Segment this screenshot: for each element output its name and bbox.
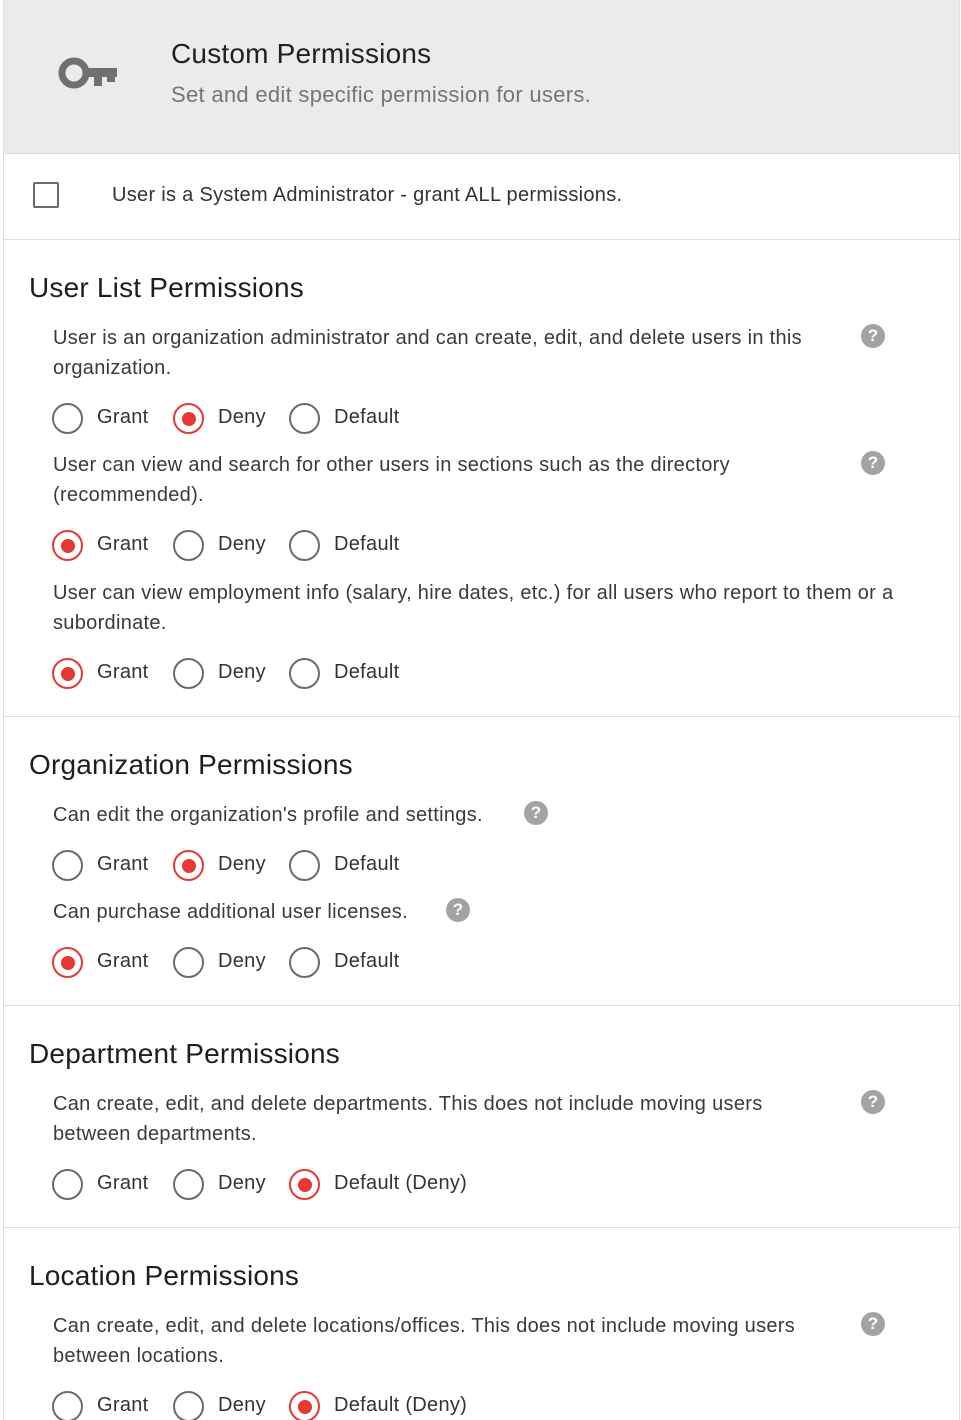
radio-button[interactable] bbox=[52, 947, 83, 978]
radio-button[interactable] bbox=[173, 530, 204, 561]
radio-label: Deny bbox=[218, 1394, 266, 1416]
radio-button[interactable] bbox=[52, 850, 83, 881]
section-user-list-permissions bbox=[4, 240, 959, 717]
radio-label: Default bbox=[334, 950, 400, 972]
radio-button[interactable] bbox=[289, 947, 320, 978]
radio-button[interactable] bbox=[289, 403, 320, 434]
radio-label: Grant bbox=[97, 853, 149, 875]
help-icon[interactable]: ? bbox=[446, 898, 470, 922]
radio-label: Default bbox=[334, 533, 400, 555]
help-icon[interactable]: ? bbox=[861, 324, 885, 348]
radio-label: Deny bbox=[218, 533, 266, 555]
permission-description: Can edit the organization's profile and settings. bbox=[53, 804, 483, 826]
radio-button[interactable] bbox=[52, 1169, 83, 1200]
radio-button[interactable] bbox=[52, 403, 83, 434]
radio-label: Default (Deny) bbox=[334, 1394, 468, 1416]
radio-label: Default bbox=[334, 661, 400, 683]
radio-button[interactable] bbox=[289, 1391, 320, 1420]
permission-description: User can view employment info (salary, hire dates, etc.) for all users who report to them or a subordinate. bbox=[53, 582, 894, 634]
radio-label: Grant bbox=[97, 533, 149, 555]
radio-button[interactable] bbox=[173, 1391, 204, 1420]
permission-description: Can create, edit, and delete departments. This does not include moving users between departments. bbox=[53, 1093, 763, 1145]
section-title: Department Permissions bbox=[29, 1038, 340, 1069]
help-icon[interactable]: ? bbox=[861, 1090, 885, 1114]
radio-button[interactable] bbox=[289, 850, 320, 881]
radio-label: Deny bbox=[218, 661, 266, 683]
radio-label: Default bbox=[334, 853, 400, 875]
permission-description: Can create, edit, and delete locations/offices. This does not include moving users between locations. bbox=[53, 1315, 796, 1367]
panel-header bbox=[4, 0, 959, 154]
radio-label: Grant bbox=[97, 661, 149, 683]
section-title: Location Permissions bbox=[29, 1260, 300, 1291]
radio-button[interactable] bbox=[173, 1169, 204, 1200]
radio-button[interactable] bbox=[52, 658, 83, 689]
radio-label: Default (Deny) bbox=[334, 1172, 468, 1194]
radio-button[interactable] bbox=[289, 1169, 320, 1200]
system-admin-row bbox=[4, 154, 959, 240]
radio-button[interactable] bbox=[289, 530, 320, 561]
radio-label: Grant bbox=[97, 1172, 149, 1194]
radio-label: Deny bbox=[218, 950, 266, 972]
radio-label: Deny bbox=[218, 1172, 266, 1194]
radio-button[interactable] bbox=[173, 658, 204, 689]
page-title: Custom Permissions bbox=[171, 38, 432, 69]
radio-label: Grant bbox=[97, 406, 149, 428]
radio-label: Grant bbox=[97, 950, 149, 972]
help-icon[interactable]: ? bbox=[861, 451, 885, 475]
radio-button[interactable] bbox=[52, 530, 83, 561]
permission-description: User is an organization administrator and can create, edit, and delete users in this organization. bbox=[53, 327, 802, 379]
section-title: User List Permissions bbox=[29, 272, 304, 303]
radio-button[interactable] bbox=[173, 403, 204, 434]
page-subtitle: Set and edit specific permission for users. bbox=[171, 82, 592, 107]
system-admin-checkbox[interactable] bbox=[33, 182, 59, 208]
help-icon[interactable]: ? bbox=[861, 1312, 885, 1336]
radio-button[interactable] bbox=[173, 947, 204, 978]
radio-label: Grant bbox=[97, 1394, 149, 1416]
permission-description: User can view and search for other users in sections such as the directory (recommended). bbox=[53, 454, 730, 506]
section-department-permissions bbox=[4, 1006, 959, 1228]
permission-description: Can purchase additional user licenses. bbox=[53, 901, 408, 923]
section-title: Organization Permissions bbox=[29, 749, 353, 780]
custom-permissions-panel bbox=[3, 0, 960, 1420]
radio-button[interactable] bbox=[173, 850, 204, 881]
key-icon bbox=[58, 55, 120, 91]
radio-button[interactable] bbox=[52, 1391, 83, 1420]
section-location-permissions bbox=[4, 1228, 959, 1420]
radio-button[interactable] bbox=[289, 658, 320, 689]
system-admin-label: User is a System Administrator - grant ALL permissions. bbox=[112, 184, 623, 206]
radio-label: Default bbox=[334, 406, 400, 428]
help-icon[interactable]: ? bbox=[524, 801, 548, 825]
section-organization-permissions bbox=[4, 717, 959, 1006]
radio-label: Deny bbox=[218, 406, 266, 428]
radio-label: Deny bbox=[218, 853, 266, 875]
